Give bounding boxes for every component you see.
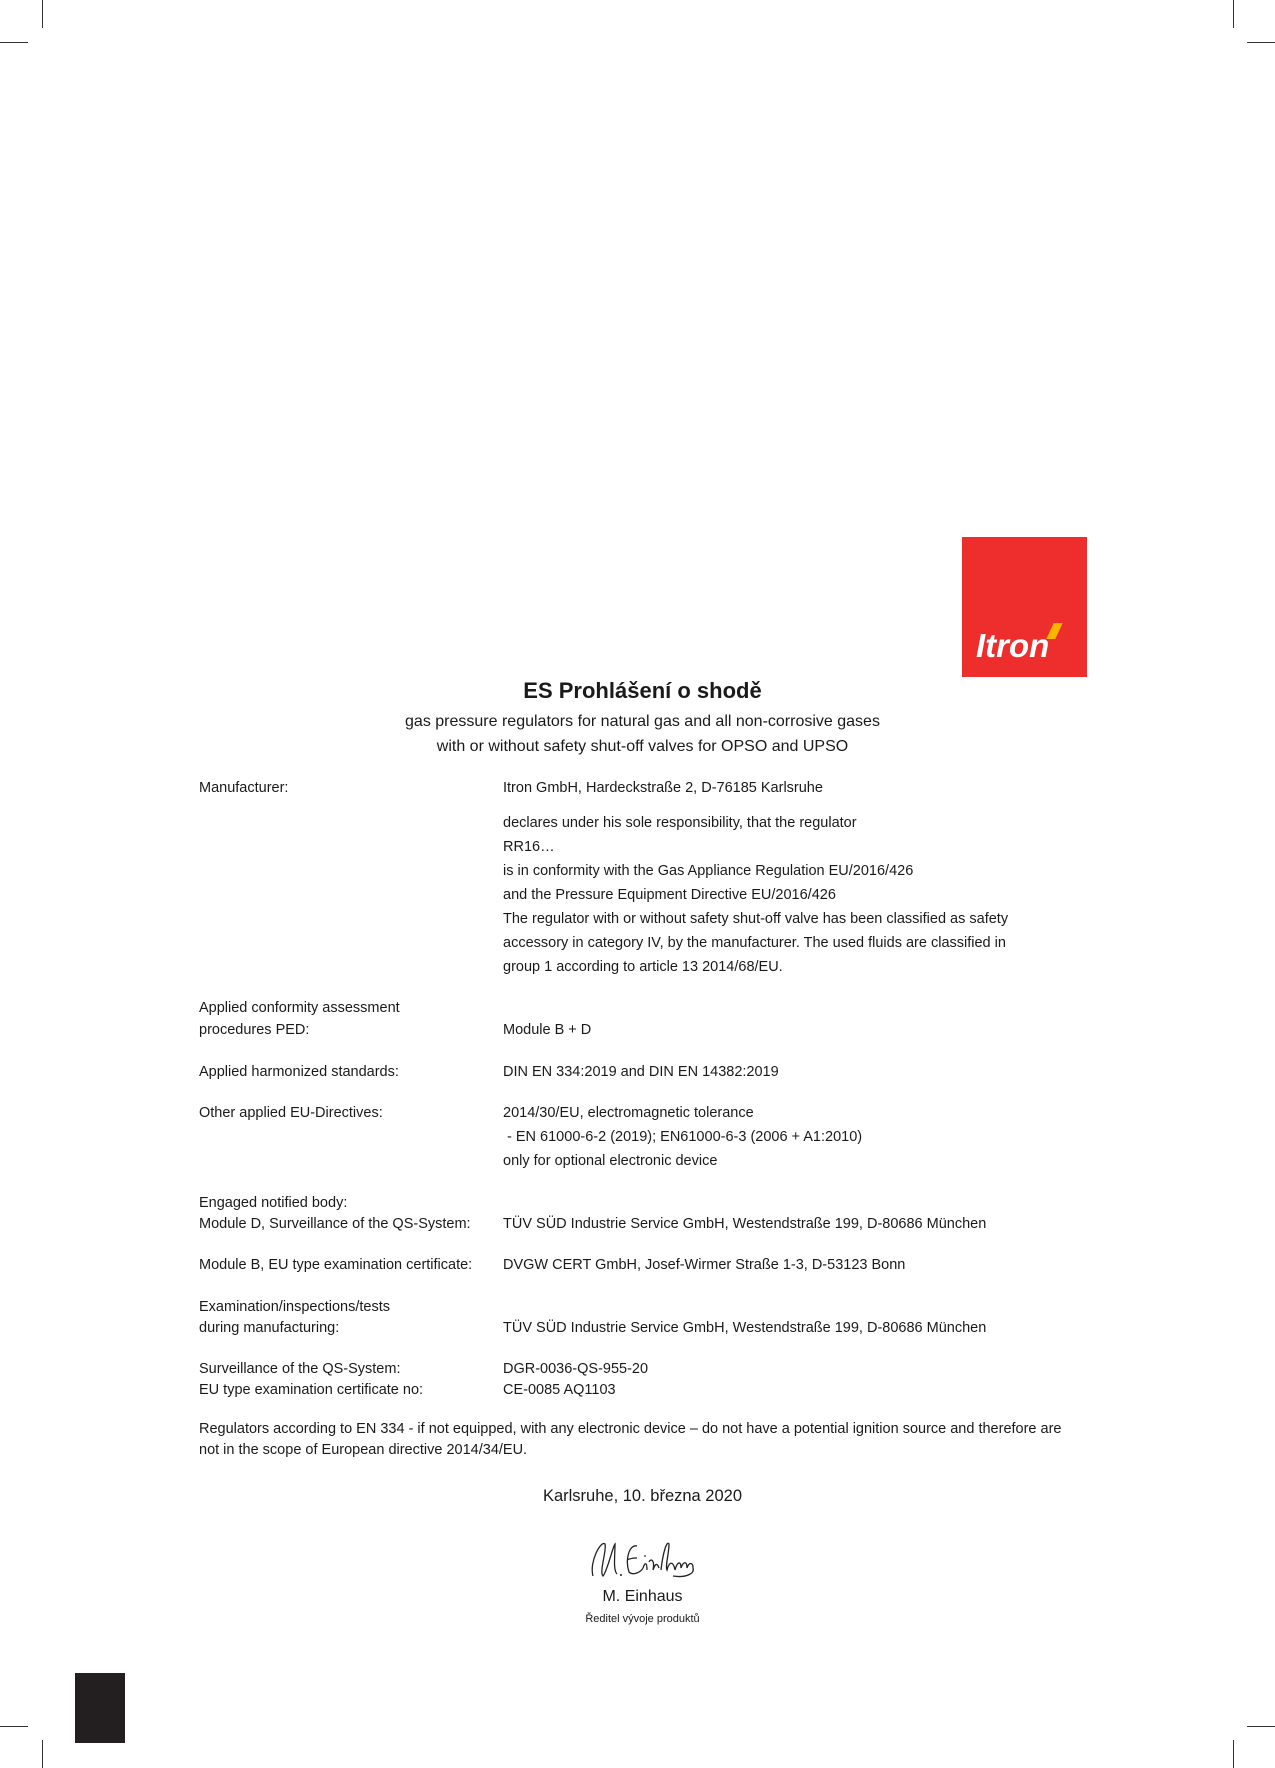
manufacturer-value: Itron GmbH, Hardeckstraße 2, D-76185 Karlsruhe <box>503 780 823 796</box>
declaration-line: RR16… <box>503 839 555 855</box>
notified-body-label: Engaged notified body: <box>199 1195 348 1211</box>
document-title: ES Prohlášení o shodě <box>523 678 762 703</box>
crop-mark <box>0 42 28 43</box>
signer-title: Ředitel vývoje produktů <box>585 1613 700 1625</box>
subtitle-line: gas pressure regulators for natural gas and all non-corrosive gases <box>405 713 880 730</box>
directives-value: only for optional electronic device <box>503 1153 718 1169</box>
examination-value: TÜV SÜD Industrie Service GmbH, Westendstraße 199, D-80686 München <box>503 1320 987 1336</box>
declaration-line: The regulator with or without safety shut-off valve has been classified as safety <box>503 911 1009 927</box>
certificate-value: CE-0085 AQ1103 <box>503 1382 616 1398</box>
declaration-line: accessory in category IV, by the manufacturer. The used fluids are classified in <box>503 935 1006 951</box>
declaration-line: is in conformity with the Gas Appliance Regulation EU/2016/426 <box>503 863 914 879</box>
signature-image <box>585 1532 700 1584</box>
directives-label: Other applied EU-Directives: <box>199 1105 383 1121</box>
directives-value: 2014/30/EU, electromagnetic tolerance <box>503 1105 754 1121</box>
crop-mark <box>1233 0 1234 28</box>
declaration-line: group 1 according to article 13 2014/68/EU. <box>503 959 783 975</box>
directives-value: - EN 61000-6-2 (2019); EN61000-6-3 (2006 + A1:2010) <box>503 1129 863 1145</box>
crop-mark <box>42 1740 43 1768</box>
examination-label: Examination/inspections/tests <box>199 1299 391 1315</box>
notified-body-label: Module D, Surveillance of the QS-System: <box>199 1216 471 1232</box>
conformity-value: Module B + D <box>503 1022 592 1038</box>
signer-name: M. Einhaus <box>602 1588 683 1605</box>
standards-value: DIN EN 334:2019 and DIN EN 14382:2019 <box>503 1064 779 1080</box>
examination-label: during manufacturing: <box>199 1320 340 1336</box>
module-b-value: DVGW CERT GmbH, Josef-Wirmer Straße 1-3, D-53123 Bonn <box>503 1257 906 1273</box>
module-b-label: Module B, EU type examination certificate: <box>199 1257 473 1273</box>
notified-body-value: TÜV SÜD Industrie Service GmbH, Westendstraße 199, D-80686 München <box>503 1216 987 1232</box>
crop-mark <box>42 0 43 28</box>
declaration-line: declares under his sole responsibility, that the regulator <box>503 815 857 831</box>
crop-mark <box>1247 1726 1275 1727</box>
certificate-label: EU type examination certificate no: <box>199 1382 424 1398</box>
subtitle-line: with or without safety shut-off valves for OPSO and UPSO <box>436 738 849 755</box>
surveillance-label: Surveillance of the QS-System: <box>199 1361 401 1377</box>
manufacturer-label: Manufacturer: <box>199 780 289 796</box>
crop-mark <box>1233 1740 1234 1768</box>
crop-mark <box>0 1726 28 1727</box>
page-edge-tab <box>75 1673 125 1743</box>
standards-label: Applied harmonized standards: <box>199 1064 399 1080</box>
itron-logo <box>962 537 1087 677</box>
surveillance-value: DGR-0036-QS-955-20 <box>503 1361 649 1377</box>
conformity-label: Applied conformity assessment <box>199 1000 400 1016</box>
conformity-label: procedures PED: <box>199 1022 310 1038</box>
logo-text: Itron <box>976 627 1050 664</box>
place-date: Karlsruhe, 10. března 2020 <box>542 1487 743 1505</box>
declaration-line: and the Pressure Equipment Directive EU/2016/426 <box>503 887 836 903</box>
ignition-note: Regulators according to EN 334 - if not equipped, with any electronic device – do not have a potential ignition source and therefore are not in the scope of European directive 2014/34/EU. <box>199 1421 1062 1458</box>
crop-mark <box>1247 42 1275 43</box>
